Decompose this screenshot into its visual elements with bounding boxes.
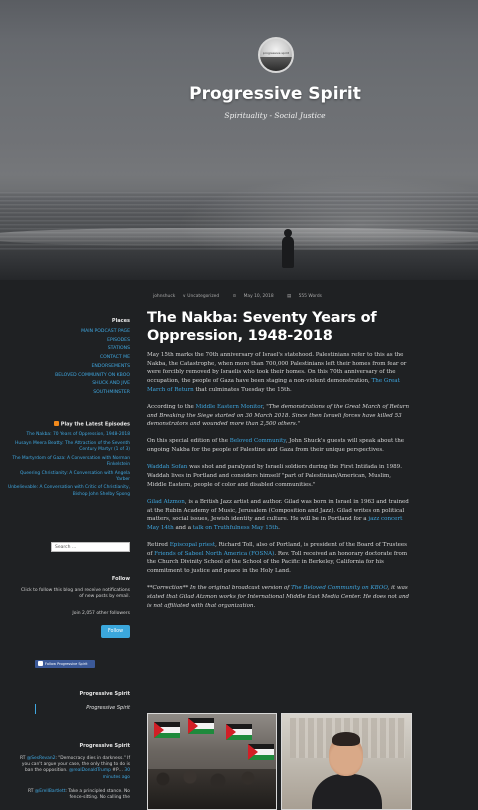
waddah-sofan-link[interactable]: Waddah Sofan <box>147 464 188 471</box>
text: According to the <box>147 403 196 410</box>
text: , Richard Toll, also of Portland, is president of the Board of Trustees of <box>147 542 408 557</box>
person-body <box>312 774 382 810</box>
episode-list <box>8 432 130 500</box>
site-header <box>0 0 478 280</box>
post-images <box>147 713 412 810</box>
fb-badge-label: Follow Progressive Spirit <box>45 662 88 666</box>
podcast-title-text: Play the Latest Episodes <box>60 421 130 428</box>
text: , is a British Jazz artist and author. Gilad was born in Israel in 1963 and trained at the Rubin Academy of Music, Jerusalem (Composition and Jazz). Gilad writes on political matters, social issues, Jewish identity and culture. He will be in Portland for a <box>147 498 409 523</box>
tweet-mention[interactable]: @realDonaldTrump <box>68 768 111 774</box>
text: that culminates Tuesday the 15th. <box>193 386 292 393</box>
followers-count: Join 2,057 other followers <box>72 611 130 616</box>
text: . <box>278 524 280 531</box>
paragraph <box>147 403 412 429</box>
nav-contact-me[interactable]: CONTACT ME <box>99 355 130 361</box>
words-text: 555 Words <box>298 294 322 299</box>
paragraph <box>147 541 412 576</box>
person-silhouette <box>282 236 294 268</box>
gilad-atzmon-link[interactable]: Gilad Atzmon <box>147 498 185 505</box>
tweet-handle[interactable]: @SesRevan2 <box>26 756 56 761</box>
author-name[interactable]: johnshuck <box>153 294 176 299</box>
calendar-icon: ⊙ <box>232 294 238 299</box>
person-hair <box>332 732 360 746</box>
truthfulness-talk-link[interactable]: talk on Truthfulness May 15th <box>192 524 279 531</box>
tweet-text: : Take a principled stance. No fence-sitting. No calling the <box>65 788 130 801</box>
site-tagline: Spirituality - Social Justice <box>224 111 326 120</box>
follow-widget-title: Follow <box>111 576 130 582</box>
episcopal-priest-link[interactable]: Episcopal priest <box>169 542 216 549</box>
tweet <box>18 756 130 781</box>
nav-episodes[interactable]: EPISODES <box>107 337 130 343</box>
site-title[interactable]: Progressive Spirit <box>189 84 361 104</box>
episode-link[interactable]: The Nakba: 70 Years of Oppression, 1948-2018 <box>26 432 130 437</box>
episode-link[interactable]: Husayn Meera Beatty: The Attraction of the Seventh Century Martyr (1 of 3) <box>15 440 130 452</box>
paragraph <box>147 463 412 489</box>
sidebar <box>0 280 140 810</box>
text: May 15th marks the 70th anniversary of Israel's statehood. Palestinians refer to this as the Nakba, the Catastrophe, when more than 700,000 Palestinians left their homes from fear or were forcibly removed by Israelis who took their homes. On this 70th anniversary of the occupation, the people of Gaza have been staging a non-violent demonstration, <box>147 352 407 384</box>
palestine-flag <box>248 744 274 760</box>
text: , it was stated that Gilad Atzmon works for International Middle East Media Center. He does not and is not affiliated with that organization. <box>147 585 410 609</box>
follow-description: Click to follow this blog and receive notifications of new posts by email. <box>20 588 130 600</box>
ps-page-link[interactable]: Progressive Spirit <box>86 705 130 711</box>
palestine-flag <box>226 724 252 740</box>
great-march-link[interactable]: The Great March of Return <box>147 377 400 393</box>
rss-icon <box>54 421 59 426</box>
comment-icon: ▤ <box>287 294 293 299</box>
places-nav <box>10 328 130 398</box>
follow-button[interactable]: Follow <box>101 625 130 638</box>
facebook-icon <box>38 661 43 666</box>
twitter-widget-title: Progressive Spirit <box>79 743 130 749</box>
post-category[interactable]: Uncategorized <box>187 294 220 299</box>
palestine-flag <box>154 722 180 738</box>
nav-main-podcast-page[interactable]: MAIN PODCAST PAGE <box>81 329 130 334</box>
main-content <box>140 280 478 810</box>
post-author[interactable]: johnshuck ∨ Uncategorized <box>153 294 220 299</box>
fosna-link[interactable]: Friends of Sabeel North America (FOSNA) <box>154 550 275 557</box>
tweet-handle[interactable]: @ErellBartlett <box>34 788 66 794</box>
post-meta <box>147 294 334 299</box>
places-widget-title: Places <box>111 318 130 324</box>
text: was shot and paralyzed by Israeli soldiers during the First Intifada in 1989. Waddah lives in Portland and considers himself "part of Palestinian/American, Muslim, Middle Eastern, people of color and disabled communities." <box>147 464 402 488</box>
ps-widget-title: Progressive Spirit <box>79 691 130 697</box>
text: and a <box>173 524 193 531</box>
episode-link[interactable]: Queering Christianity: A Conversation with Angela Yarber <box>19 470 130 482</box>
shore <box>0 250 478 280</box>
tweet-time[interactable]: 30 minutes ago <box>102 768 130 780</box>
text: , John Shuck's guests will speak about the ongoing Nakba for the people of Palestine and Gaza from their unique perspectives. <box>147 438 405 454</box>
text: . Rev. Toll received an honorary doctorate from the Church Divinity School of the School of the Pacific in Berkeley, California for his commitment to justice and peace in the Holy Land. <box>147 550 408 575</box>
portrait-photo[interactable] <box>281 713 412 810</box>
facebook-follow-badge[interactable] <box>35 660 95 668</box>
text: **Correction** In the original broadcast version of <box>147 585 292 592</box>
tweet-list <box>18 756 130 809</box>
post-date[interactable] <box>233 294 280 299</box>
quote: "The demonstrations of the Great March of Return and Breaking the Siege started on 30 March 2018. Since then Israeli forces have killed 53 demonstrators and wounded more than 2,500 others." <box>147 403 410 428</box>
wave <box>0 228 478 246</box>
site-logo[interactable] <box>258 37 294 73</box>
episode-link[interactable]: Unbelievable: A Conversation with Critic of Christianity, Bishop John Shelby Spong <box>8 485 131 497</box>
post-body <box>147 351 412 619</box>
text: Retired <box>147 542 170 549</box>
logo-text: progressive spirit <box>263 51 289 55</box>
protest-photo[interactable] <box>147 713 277 810</box>
nav-endorsements[interactable]: ENDORSEMENTS <box>91 363 130 369</box>
palestine-flag <box>188 718 214 734</box>
text: , <box>262 403 267 410</box>
beloved-community-link[interactable]: Beloved Community <box>229 438 286 445</box>
divider <box>35 704 36 714</box>
post-words <box>287 294 328 299</box>
logo-band <box>260 57 292 71</box>
date-text: May 10, 2018 <box>243 294 274 299</box>
nav-southminster[interactable]: SOUTHMINSTER <box>93 389 130 395</box>
post-title[interactable]: The Nakba: Seventy Years of Oppression, 1948-2018 <box>147 310 377 344</box>
tweet-text: : "Democracy dies in darkness." If you can't argue your case, the only thing to do is ban the opposition. <box>21 756 130 774</box>
jazz-concert-link[interactable]: jazz concert May 14th <box>147 516 403 531</box>
tweet-text-2: #P… <box>110 768 125 774</box>
middle-eastern-monitor-link[interactable]: Middle Eastern Monitor <box>195 403 263 410</box>
nav-shuck-and-jive[interactable]: SHUCK AND JIVE <box>92 381 130 387</box>
episode-link[interactable]: The Martyrdom of Gaza: A Conversation with Norman Finkelstein <box>12 455 130 467</box>
crowd <box>148 769 277 810</box>
kboo-link[interactable] <box>291 585 387 591</box>
tweet-prefix: RT <box>20 756 27 761</box>
nav-stations[interactable]: STATIONS <box>107 346 130 352</box>
paragraph <box>147 584 412 610</box>
podcast-widget-title <box>54 421 130 428</box>
tweet-prefix: RT <box>28 788 35 794</box>
paragraph <box>147 351 412 394</box>
link-text: The Beloved Community on KBOO <box>291 585 388 592</box>
paragraph <box>147 437 412 454</box>
text: On this special edition of the <box>147 438 230 445</box>
nav-beloved-community[interactable]: BELOVED COMMUNITY ON KBOO <box>55 372 130 378</box>
paragraph <box>147 498 412 533</box>
tweet <box>18 789 130 801</box>
search-input[interactable]: Search ... <box>51 542 130 552</box>
